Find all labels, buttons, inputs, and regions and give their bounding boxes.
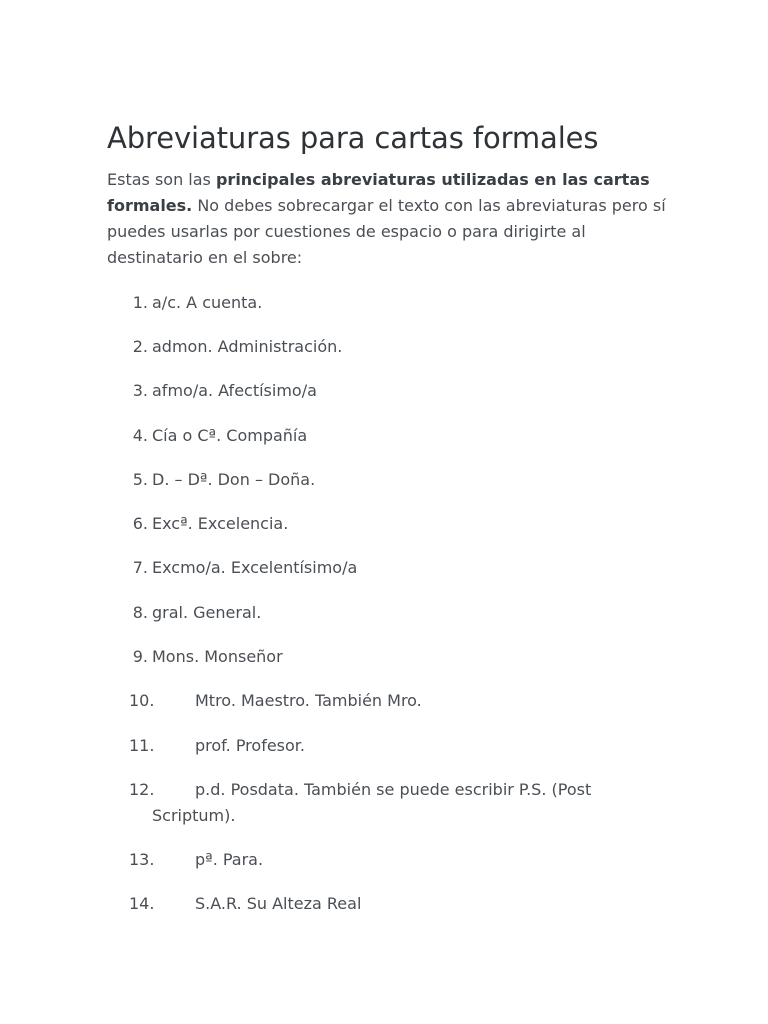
list-item-number: 13.	[129, 850, 155, 869]
list-item-text: Excª. Excelencia.	[152, 514, 289, 533]
list-item-text: p.d. Posdata. También se puede escribir P.S. (Post	[195, 780, 592, 799]
list-item-number: 11.	[129, 736, 155, 755]
list-item-number: 1.	[132, 293, 148, 312]
list-item-text: prof. Profesor.	[195, 736, 305, 755]
list-item-text: D. – Dª. Don – Doña.	[152, 470, 316, 489]
list-item-text: a/c. A cuenta.	[152, 293, 263, 312]
list-item-text: Mons. Monseñor	[152, 647, 283, 666]
list-item-text: Excmo/a. Excelentísimo/a	[152, 558, 358, 577]
list-item-text: gral. General.	[152, 603, 262, 622]
list-item-number: 5.	[132, 470, 148, 489]
list-item-text: admon. Administración.	[152, 337, 343, 356]
list-item-number: 14.	[129, 894, 155, 913]
list-item-text: pª. Para.	[195, 850, 264, 869]
list-item-number: 6.	[132, 514, 148, 533]
list-item-number: 4.	[132, 426, 148, 445]
list-item-number: 7.	[132, 558, 148, 577]
page-title: Abreviaturas para cartas formales	[107, 121, 599, 155]
list-item-text: afmo/a. Afectísimo/a	[152, 381, 317, 400]
list-item-number: 8.	[132, 603, 148, 622]
list-item-text: S.A.R. Su Alteza Real	[195, 894, 362, 913]
list-item-text-continued: Scriptum).	[152, 806, 236, 825]
list-item-number: 9.	[132, 647, 148, 666]
intro-paragraph	[107, 167, 673, 271]
intro-bold: principales abreviaturas utilizadas en las cartas formales.	[107, 170, 650, 215]
list-item-text: Mtro. Maestro. También Mro.	[195, 691, 422, 710]
list-item-text: Cía o Cª. Compañía	[152, 426, 308, 445]
intro-prefix: Estas son las	[107, 170, 216, 189]
list-item-number: 12.	[129, 780, 155, 799]
list-item-number: 10.	[129, 691, 155, 710]
intro-rest: No debes sobrecargar el texto con las abreviaturas pero sí puedes usarlas por cuestiones de espacio o para dirigirte al destinatario en el sobre:	[107, 196, 666, 267]
list-item-number: 3.	[132, 381, 148, 400]
list-item-number: 2.	[132, 337, 148, 356]
